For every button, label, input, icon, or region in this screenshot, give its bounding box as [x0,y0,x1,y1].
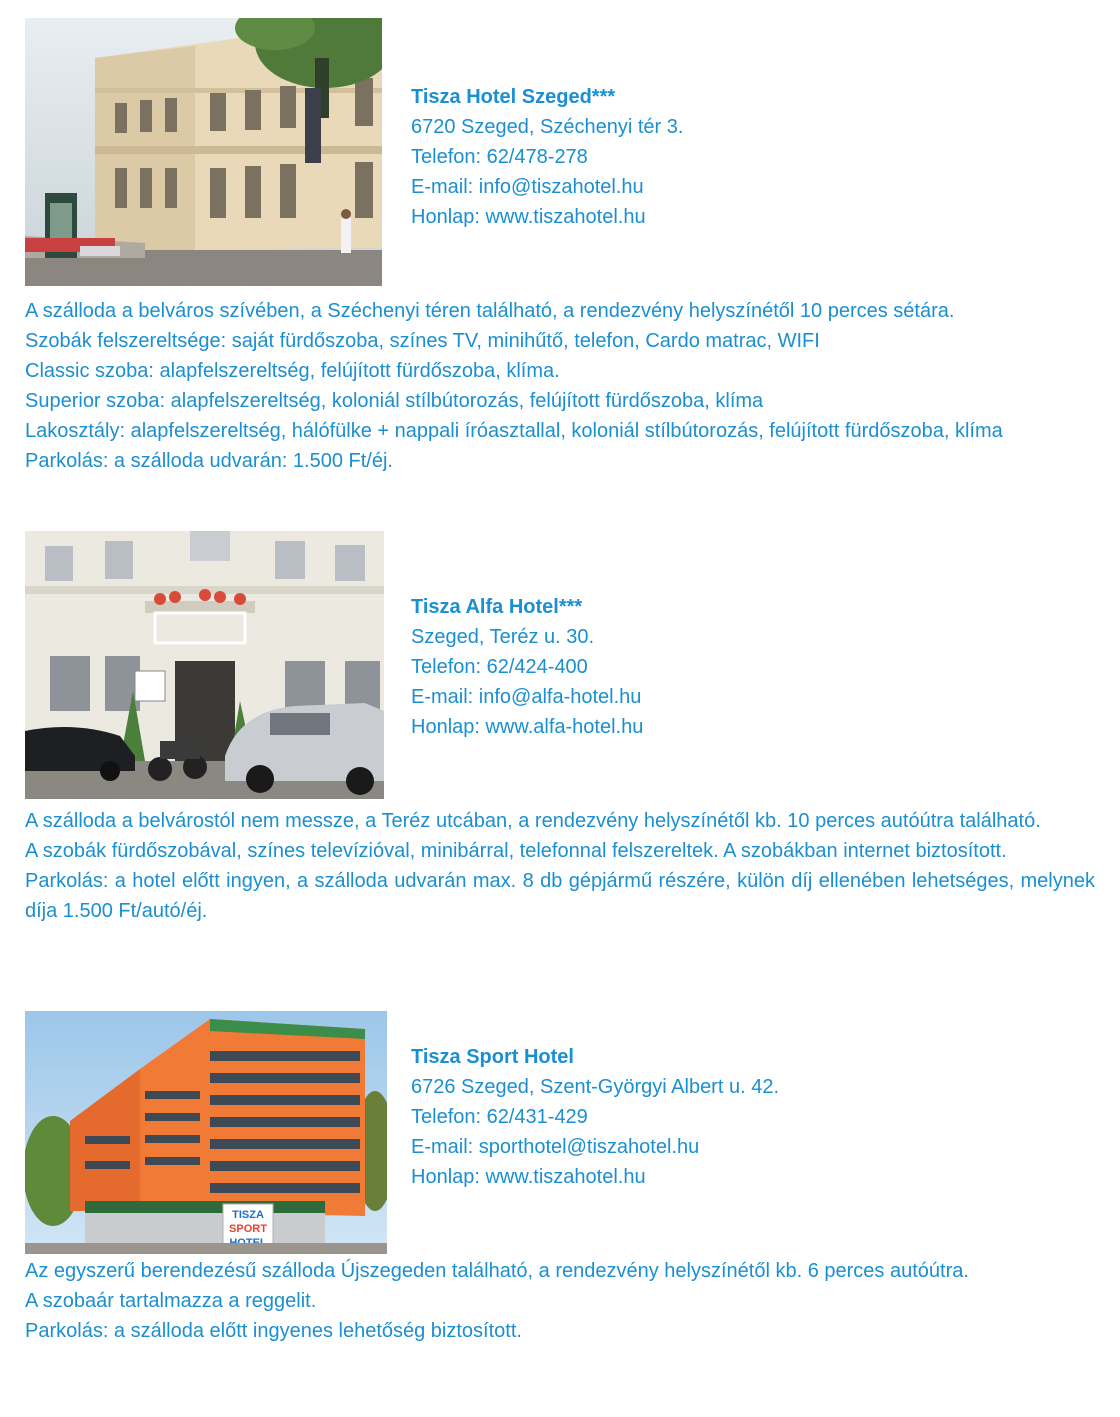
sign-line-1: TISZA [232,1209,264,1221]
description-line: Classic szoba: alapfelszereltség, felújított fürdőszoba, klíma. [25,360,560,382]
hotel-name: Tisza Alfa Hotel*** [411,596,583,618]
hotel-email: E-mail: info@alfa-hotel.hu [411,686,642,708]
hotel-email: E-mail: sporthotel@tiszahotel.hu [411,1136,700,1158]
hotel-phone: Telefon: 62/431-429 [411,1106,588,1128]
hotel-website: Honlap: www.tiszahotel.hu [411,1166,646,1188]
sign-line-2: SPORT [229,1223,267,1235]
hotel-name: Tisza Hotel Szeged*** [411,86,616,108]
description-line: A szálloda a belváros szívében, a Széchenyi téren található, a rendezvény helyszínétől 10 perces sétára. [25,300,955,322]
description-line: Szobák felszereltsége: saját fürdőszoba, színes TV, minihűtő, telefon, Cardo matrac, WIFI [25,330,820,352]
description-line: Lakosztály: alapfelszereltség, hálófülke + nappali íróasztallal, koloniál stílbútorozás, felújított fürdőszoba, klíma [25,420,1003,442]
hotel-address: Szeged, Teréz u. 30. [411,626,595,648]
hotel-description [25,1256,1095,1346]
description-line: A szobák fürdőszobával, színes televízióval, minibárral, telefonnal felszereltek. A szobákban internet biztosított. [25,840,1007,862]
hotel-name: Tisza Sport Hotel [411,1046,574,1068]
hotel-address: 6726 Szeged, Szent-Györgyi Albert u. 42. [411,1076,779,1098]
hotel-building-photo [25,18,382,286]
hotel-website: Honlap: www.tiszahotel.hu [411,206,646,228]
description-line: A szálloda a belvárostól nem messze, a Teréz utcában, a rendezvény helyszínétől kb. 10 perces autóútra található. [25,810,1041,832]
hotel-address: 6720 Szeged, Széchenyi tér 3. [411,116,684,138]
description-line: A szobaár tartalmazza a reggelit. [25,1290,317,1312]
hotel-contact-info [411,592,643,742]
hotel-description [25,296,1095,476]
hotel-phone: Telefon: 62/424-400 [411,656,588,678]
hotel-email: E-mail: info@tiszahotel.hu [411,176,644,198]
hotel-contact-info [411,82,683,232]
hotel-phone: Telefon: 62/478-278 [411,146,588,168]
description-line: Parkolás: a szálloda udvarán: 1.500 Ft/éj. [25,450,393,472]
description-line: Parkolás: a szálloda előtt ingyenes lehetőség biztosított. [25,1320,522,1342]
hotel-contact-info [411,1042,779,1192]
hotel-website: Honlap: www.alfa-hotel.hu [411,716,644,738]
hotel-description [25,806,1095,926]
description-line: Az egyszerű berendezésű szálloda Újszegeden található, a rendezvény helyszínétől kb. 6 perces autóútra. [25,1260,969,1282]
sport-hotel-photo [25,1011,387,1254]
description-line: Parkolás: a hotel előtt ingyen, a szálloda udvarán max. 8 db gépjármű részére, külön díj ellenében lehetséges, melynek díja 1.500 Ft/autó/éj. [25,870,1095,922]
description-line: Superior szoba: alapfelszereltség, koloniál stílbútorozás, felújított fürdőszoba, klíma [25,390,764,412]
hotel-entrance-photo [25,531,384,799]
